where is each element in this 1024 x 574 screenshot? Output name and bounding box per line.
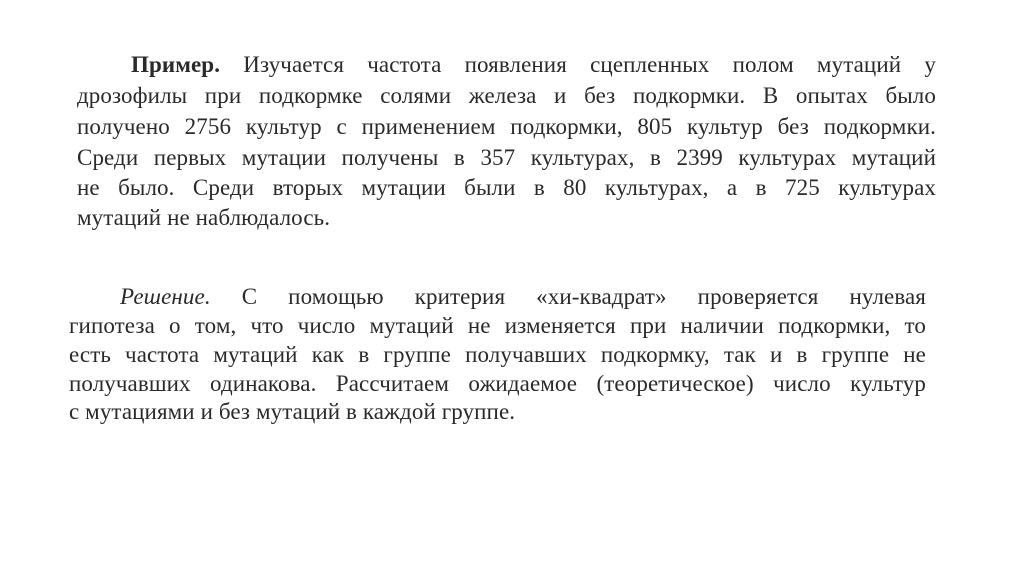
example-line-3: получено 2756 культур с применением подкормки, 805 культур без подкормки.: [77, 114, 936, 139]
example-label: Пример.: [131, 52, 221, 77]
example-line-4: Среди первых мутации получены в 357 культурах, в 2399 культурах мутаций: [77, 145, 936, 170]
solution-line-1-text: С помощью критерия «хи-квадрат» проверяется нулевая: [241, 284, 926, 309]
example-line-1: [131, 51, 936, 79]
solution-line-4: получавших одинакова. Рассчитаем ожидаемое (теоретическое) число культур: [69, 371, 926, 396]
example-line-1-text: Изучается частота появления сцепленных полом мутаций у: [243, 52, 936, 77]
example-line-2: дрозофилы при подкормке солями железа и без подкормки. В опытах было: [77, 83, 936, 108]
solution-line-3: есть частота мутаций как в группе получавших подкормку, так и в группе не: [69, 342, 926, 367]
example-line-5: не было. Среди вторых мутации были в 80 культурах, а в 725 культурах: [77, 175, 936, 200]
solution-line-5: с мутациями и без мутаций в каждой группе.: [69, 399, 516, 424]
solution-line-2: гипотеза о том, что число мутаций не изменяется при наличии подкормки, то: [69, 313, 926, 338]
solution-label: Решение.: [120, 284, 211, 309]
solution-line-1: [120, 283, 926, 311]
example-line-6: мутаций не наблюдалось.: [77, 205, 331, 230]
